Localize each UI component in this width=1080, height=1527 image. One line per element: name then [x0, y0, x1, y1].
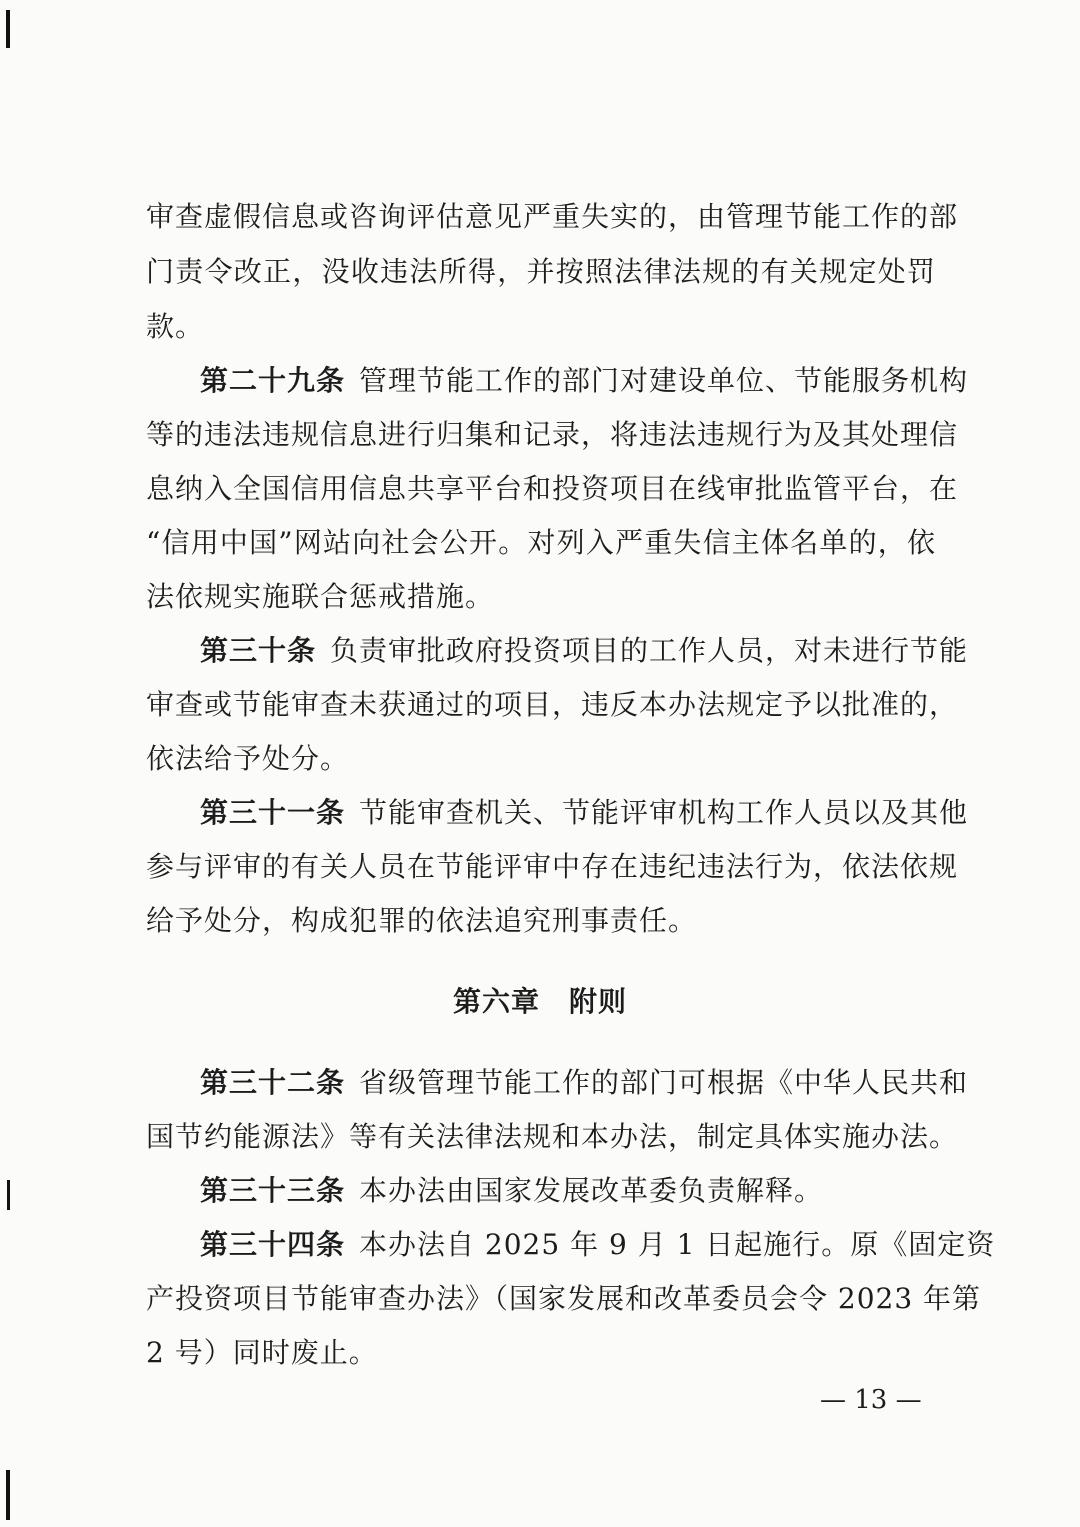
paragraph-line: 法依规实施联合惩戒措施。 — [146, 580, 495, 613]
article-first-line — [200, 1066, 969, 1100]
paragraph-line: 依法给予处分。 — [146, 742, 350, 775]
article-text: 本办法自 2025 年 9 月 1 日起施行。原《固定资 — [359, 1228, 996, 1261]
paragraph-line: 国节约能源法》等有关法律法规和本办法，制定具体实施办法。 — [146, 1120, 959, 1153]
article-number: 第三十三条 — [200, 1174, 346, 1207]
article-first-line — [200, 1174, 936, 1208]
article-number: 第三十二条 — [200, 1066, 346, 1099]
article-text: 本办法由国家发展改革委负责解释。 — [359, 1174, 824, 1207]
paragraph-line: 参与评审的有关人员在节能评审中存在违纪违法行为，依法依规 — [146, 850, 959, 883]
paragraph-line: 2 号）同时废止。 — [146, 1336, 378, 1369]
article-first-line — [200, 1228, 996, 1262]
paragraph-line: 产投资项目节能审查办法》（国家发展和改革委员会令 2023 年第 — [146, 1282, 982, 1315]
article-number: 第三十四条 — [200, 1228, 346, 1261]
article-number: 第三十条 — [200, 634, 317, 667]
paragraph-line: 等的违法违规信息进行归集和记录，将违法违规行为及其处理信 — [146, 418, 959, 451]
scan-edge-mark — [6, 10, 10, 48]
page-number: — 13 — — [820, 1385, 922, 1415]
article-number: 第二十九条 — [200, 364, 346, 397]
scan-edge-mark — [7, 1180, 10, 1210]
paragraph-line: 给予处分，构成犯罪的依法追究刑事责任。 — [146, 904, 698, 937]
paragraph-line: 款。 — [146, 310, 205, 343]
article-first-line — [200, 634, 969, 668]
article-text: 节能审查机关、节能评审机构工作人员以及其他 — [359, 796, 969, 829]
paragraph-line: 审查或节能审查未获通过的项目，违反本办法规定予以批准的， — [146, 688, 959, 721]
article-text: 省级管理节能工作的部门可根据《中华人民共和 — [359, 1066, 969, 1099]
chapter-heading: 第六章 附则 — [452, 985, 627, 1018]
scan-edge-mark — [6, 1470, 10, 1520]
paragraph-line: 审查虚假信息或咨询评估意见严重失实的，由管理节能工作的部 — [146, 200, 959, 233]
paragraph-line: “信用中国”网站向社会公开。对列入严重失信主体名单的，依 — [146, 526, 936, 559]
article-text: 管理节能工作的部门对建设单位、节能服务机构 — [359, 364, 969, 397]
paragraph-line: 息纳入全国信用信息共享平台和投资项目在线审批监管平台，在 — [146, 472, 959, 505]
article-first-line — [200, 364, 969, 398]
paragraph-line: 门责令改正，没收违法所得，并按照法律法规的有关规定处罚 — [146, 255, 936, 288]
article-text: 负责审批政府投资项目的工作人员，对未进行节能 — [330, 634, 969, 667]
article-number: 第三十一条 — [200, 796, 346, 829]
article-first-line — [200, 796, 969, 830]
